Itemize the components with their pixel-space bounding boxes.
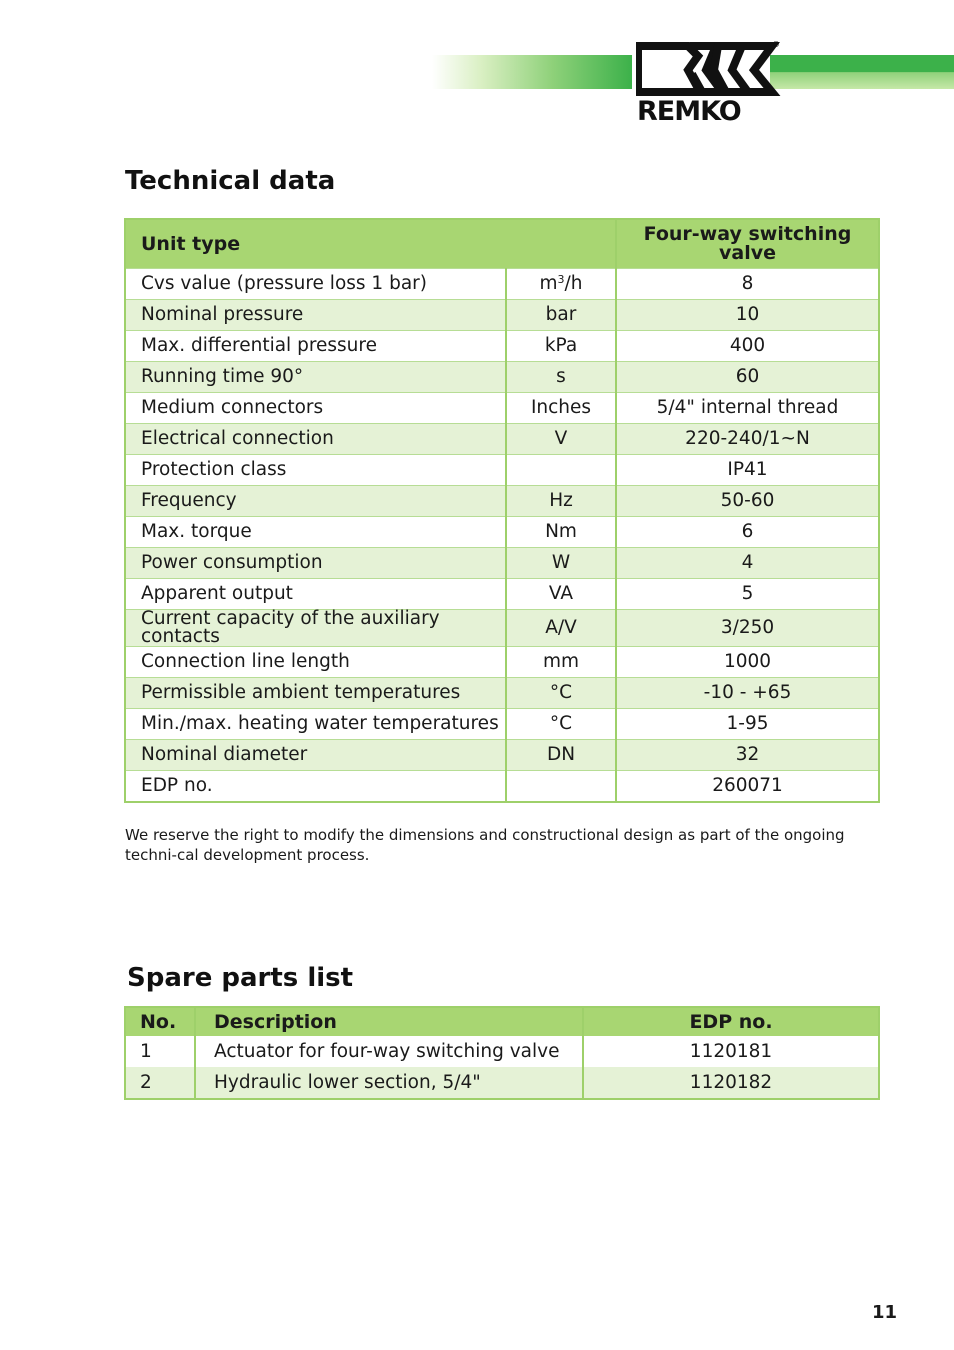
- header-valve: Four-way switching valve: [616, 219, 879, 269]
- part-description: Hydraulic lower section, 5/4": [195, 1067, 583, 1099]
- row-label: Running time 90°: [125, 362, 506, 393]
- row-value: 5/4" internal thread: [616, 393, 879, 424]
- spare-parts-table: [124, 1006, 880, 1100]
- row-label: Permissible ambient temperatures: [125, 678, 506, 709]
- row-value: -10 - +65: [616, 678, 879, 709]
- row-unit: Inches: [506, 393, 616, 424]
- row-value: 4: [616, 548, 879, 579]
- table-row: [125, 486, 879, 517]
- row-label: Apparent output: [125, 579, 506, 610]
- table-row: [125, 678, 879, 709]
- row-label: EDP no.: [125, 771, 506, 803]
- row-unit: bar: [506, 300, 616, 331]
- part-number: 1: [140, 1040, 152, 1062]
- row-label: Connection line length: [125, 647, 506, 678]
- table-row: [125, 362, 879, 393]
- row-label: Max. torque: [125, 517, 506, 548]
- row-label: Cvs value (pressure loss 1 bar): [125, 269, 506, 300]
- row-value: 1-95: [616, 709, 879, 740]
- unit-base: m: [539, 273, 558, 294]
- part-edp: 1120182: [583, 1067, 879, 1099]
- table-row: [125, 709, 879, 740]
- row-unit: DN: [506, 740, 616, 771]
- logo-registered-mark: ®: [772, 40, 780, 49]
- table-row: [125, 740, 879, 771]
- logo-text: REMKO: [637, 96, 741, 127]
- page-number: 11: [872, 1302, 898, 1323]
- header-edp: EDP no.: [583, 1007, 879, 1036]
- row-value: 32: [616, 740, 879, 771]
- row-label: Min./max. heating water temperatures: [125, 709, 506, 740]
- row-label: Power consumption: [125, 548, 506, 579]
- technical-data-table: [124, 218, 880, 803]
- part-number: 2: [125, 1067, 195, 1099]
- row-unit: °C: [506, 678, 616, 709]
- row-unit: Hz: [506, 486, 616, 517]
- table-row: [125, 579, 879, 610]
- row-unit: s: [506, 362, 616, 393]
- table-row: [125, 424, 879, 455]
- header-unit-type: Unit type: [125, 219, 616, 269]
- row-label: Max. differential pressure: [125, 331, 506, 362]
- spare-row: [125, 1067, 879, 1099]
- row-unit: V: [506, 424, 616, 455]
- row-value: 1000: [616, 647, 879, 678]
- header-no: No.: [125, 1007, 195, 1036]
- row-unit: kPa: [506, 331, 616, 362]
- part-description: Actuator for four-way switching valve: [195, 1036, 583, 1067]
- row-value: IP41: [616, 455, 879, 486]
- row-value: 400: [616, 331, 879, 362]
- unit-tail: /h: [564, 273, 583, 294]
- row-unit: A/V: [506, 610, 616, 647]
- spare-header-row: [125, 1007, 879, 1036]
- table-row: [125, 455, 879, 486]
- row-unit: mm: [506, 647, 616, 678]
- row-unit: °C: [506, 709, 616, 740]
- row-value: 260071: [616, 771, 879, 803]
- row-label: Protection class: [125, 455, 506, 486]
- technical-data-title: Technical data: [125, 166, 336, 196]
- table-row: [125, 300, 879, 331]
- spare-parts-title: Spare parts list: [127, 963, 354, 993]
- row-unit: Nm: [506, 517, 616, 548]
- row-label: Nominal diameter: [125, 740, 506, 771]
- row-label: Electrical connection: [125, 424, 506, 455]
- table-row: [125, 647, 879, 678]
- row-label: Current capacity of the auxiliary contacts: [125, 610, 506, 647]
- row-value: 3/250: [616, 610, 879, 647]
- row-unit: W: [506, 548, 616, 579]
- table-row: [125, 517, 879, 548]
- table-row: [125, 331, 879, 362]
- row-unit: VA: [506, 579, 616, 610]
- row-label: Medium connectors: [125, 393, 506, 424]
- row-label: Nominal pressure: [125, 300, 506, 331]
- row-label: Frequency: [125, 486, 506, 517]
- table-row: [125, 610, 879, 647]
- row-value: 10: [616, 300, 879, 331]
- table-row: [125, 771, 879, 803]
- row-value: 220-240/1~N: [616, 424, 879, 455]
- spare-row: [125, 1036, 879, 1067]
- table-header-row: [125, 219, 879, 269]
- header-gradient-bar: [432, 55, 632, 89]
- row-unit: [506, 455, 616, 486]
- header-description: Description: [195, 1007, 583, 1036]
- row-unit: [506, 269, 616, 300]
- row-unit: [506, 771, 616, 803]
- part-edp: 1120181: [583, 1036, 879, 1067]
- row-value: 5: [616, 579, 879, 610]
- unit-exponent: 3: [557, 273, 565, 286]
- disclaimer-note: We reserve the right to modify the dimensions and constructional design as part of the ongoing techni-cal development process.: [125, 826, 845, 864]
- row-value: 8: [616, 269, 879, 300]
- header-green-bar: [770, 55, 954, 89]
- table-row: [125, 269, 879, 300]
- table-row: [125, 548, 879, 579]
- row-value: 60: [616, 362, 879, 393]
- row-value: 50-60: [616, 486, 879, 517]
- table-row: [125, 393, 879, 424]
- row-value: 6: [616, 517, 879, 548]
